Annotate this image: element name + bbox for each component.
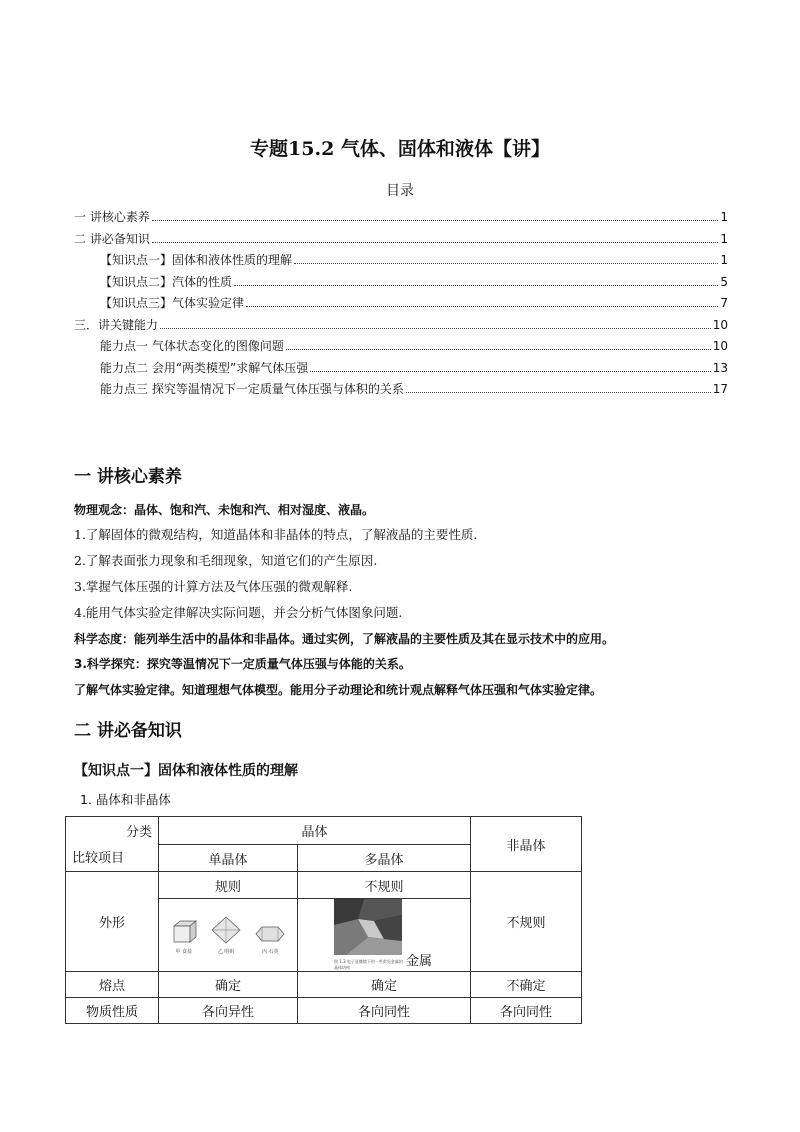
quartz-caption: 丙 石英: [262, 948, 279, 955]
toc-leader-dots: [246, 306, 718, 307]
toc-entry-label: 三．讲关键能力: [74, 317, 159, 332]
poly-crystal-image-cell: [298, 899, 471, 972]
diagonal-header-cell: [66, 817, 159, 872]
toc-entry-label: 能力点三 探究等温情况下一定质量气体压强与体积的关系: [100, 382, 404, 396]
table-of-contents: [74, 208, 728, 402]
toc-leader-dots: [152, 242, 719, 243]
toc-entry[interactable]: [74, 316, 728, 338]
section-heading-2: 二 讲必备知识: [74, 721, 182, 741]
shape-label: 外形: [66, 872, 159, 972]
toc-leader-dots: [310, 371, 710, 372]
metal-caption: 图 1.3 电子显微镜下的一些常见金属的晶体结构: [334, 959, 403, 970]
document-title: 专题15.2 气体、固体和液体【讲】: [250, 138, 550, 160]
toc-entry[interactable]: [74, 230, 728, 252]
toc-entry-label: 二 讲必备知识: [74, 231, 150, 246]
toc-leader-dots: [152, 220, 719, 221]
toc-entry-page: 10: [712, 317, 728, 332]
toc-leader-dots: [286, 349, 711, 350]
toc-entry-label: 能力点一 气体状态变化的图像问题: [100, 339, 284, 353]
toc-entry-label: 【知识点三】气体实验定律: [100, 296, 245, 310]
poly-shape: 不规则: [298, 872, 471, 899]
single-crystal-header: 单晶体: [159, 845, 298, 872]
crystal-header: 晶体: [159, 817, 471, 845]
property-single: 各向异性: [159, 998, 298, 1024]
salt-caption: 甲 食盐: [175, 948, 192, 955]
toc-entry-page: 7: [720, 296, 728, 310]
toc-entry-page: 13: [712, 360, 728, 375]
toc-entry-page: 1: [720, 210, 728, 224]
toc-entry[interactable]: [74, 273, 728, 295]
objective-item: 1.了解固体的微观结构，知道晶体和非晶体的特点，了解液晶的主要性质.: [74, 527, 478, 542]
metal-grain-pattern: [334, 899, 402, 955]
toc-entry-label: 【知识点一】固体和液体性质的理解: [100, 253, 293, 267]
property-poly: 各向同性: [298, 998, 471, 1024]
property-non: 各向同性: [471, 998, 582, 1024]
toc-entry-page: 1: [720, 253, 728, 267]
crystal-comparison-table: [65, 816, 582, 1024]
noncrystal-header: 非晶体: [471, 817, 582, 872]
section-heading-1: 一 讲核心素养: [74, 467, 182, 487]
metal-label: 金属: [406, 954, 433, 969]
toc-entry[interactable]: [74, 294, 728, 316]
toc-leader-dots: [294, 263, 718, 264]
single-shape: 规则: [159, 872, 298, 899]
objective-item: 3.掌握气体压强的计算方法及气体压强的微观解释.: [74, 579, 353, 594]
toc-entry-page: 10: [712, 339, 728, 353]
toc-entry-page: 1: [720, 231, 728, 246]
toc-leader-dots: [234, 285, 718, 286]
physics-concept: 物理观念：晶体、饱和汽、未饱和汽、相对湿度、液晶。: [74, 503, 375, 517]
summary-line: 了解气体实验定律。知道理想气体模型。能用分子动理论和统计观点解释气体压强和气体实验定律。: [74, 683, 603, 697]
toc-entry-page: 5: [720, 274, 728, 289]
science-attitude: 科学态度：能列举生活中的晶体和非晶体。通过实例，了解液晶的主要性质及其在显示技术中的应用。: [74, 632, 615, 646]
metal-microscope-image: [334, 899, 402, 955]
single-crystal-images: [159, 899, 298, 972]
melting-poly: 确定: [298, 972, 471, 998]
melting-single: 确定: [159, 972, 298, 998]
toc-entry-label: 【知识点二】汽体的性质: [100, 274, 233, 289]
objective-item: 4.能用气体实验定律解决实际问题，并会分析气体图象问题.: [74, 605, 403, 620]
toc-entry-page: 17: [712, 382, 728, 396]
objective-item: 2.了解表面张力现象和毛细现象，知道它们的产生原因.: [74, 553, 378, 568]
melting-non: 不确定: [471, 972, 582, 998]
diag-top-label: 分类: [125, 825, 152, 840]
quartz-crystal-icon: [254, 924, 286, 944]
toc-entry-label: 能力点二 会用“两类模型”求解气体压强: [100, 360, 309, 375]
list-item: 1. 晶体和非晶体: [80, 792, 171, 807]
diag-bottom-label: 比较项目: [72, 851, 125, 866]
melting-label: 熔点: [66, 972, 159, 998]
toc-entry[interactable]: [74, 380, 728, 402]
toc-entry[interactable]: [74, 337, 728, 359]
non-shape: 不规则: [471, 872, 582, 972]
science-inquiry: 3.科学探究：探究等温情况下一定质量气体压强与体能的关系。: [74, 657, 411, 671]
alum-caption: 乙 明矾: [217, 948, 235, 955]
toc-heading: 目录: [386, 183, 414, 199]
property-label: 物质性质: [66, 998, 159, 1024]
salt-crystal-icon: [170, 918, 198, 944]
toc-leader-dots: [406, 392, 711, 393]
toc-leader-dots: [160, 328, 711, 329]
toc-entry-label: 一 讲核心素养: [74, 210, 150, 224]
toc-entry[interactable]: [74, 359, 728, 381]
toc-entry[interactable]: [74, 208, 728, 230]
alum-crystal-icon: [211, 916, 241, 944]
poly-crystal-header: 多晶体: [298, 845, 471, 872]
knowledge-point-1: 【知识点一】固体和液体性质的理解: [74, 763, 298, 779]
toc-entry[interactable]: [74, 251, 728, 273]
